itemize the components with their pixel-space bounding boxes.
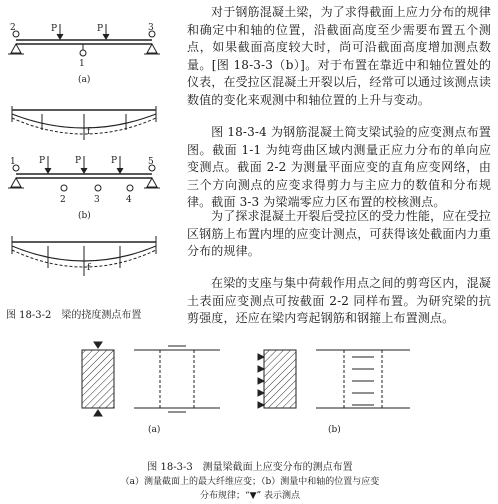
svg-text:P: P bbox=[75, 156, 82, 166]
svg-text:(a): (a) bbox=[78, 75, 91, 85]
svg-text:P: P bbox=[39, 156, 46, 166]
svg-text:4: 4 bbox=[126, 195, 132, 205]
svg-text:P: P bbox=[51, 24, 58, 34]
paragraph-strain-points: 对于钢筋混凝土梁，为了求得截面上应力分布的规律和确定中和轴的位置，沿截面高度至少需要布置五个测点，如果截面高度较大时，尚可沿截面高度增加测点数量。[图 18-3-3（b）]。对于布置在靠近中和轴位置处的仪表，在受拉区混凝土开裂以后，经常可以通过该测点读数值的变化来观测中和轴位置的上升与变动。 bbox=[187, 5, 491, 107]
svg-text:(a): (a) bbox=[148, 425, 161, 435]
svg-text:(b): (b) bbox=[328, 425, 341, 435]
svg-text:1: 1 bbox=[10, 157, 16, 167]
figure-18-3-3-note-1: （a）测量截面上的最大纤维应变；（b）测量中和轴的位置与应变 bbox=[120, 477, 380, 487]
svg-text:5: 5 bbox=[148, 157, 154, 167]
svg-text:(b): (b) bbox=[78, 211, 91, 221]
svg-text:P: P bbox=[97, 24, 104, 34]
paragraph-cracked-concrete: 为了探求混凝土开裂后受拉区的受力性能，应在受拉区钢筋上布置内埋的应变计测点，可获得该处截面内力重分布的规律。 bbox=[187, 209, 491, 259]
paragraph-shear-zone: 在梁的支座与集中荷载作用点之间的剪弯区内，混凝土表面应变测点可按截面 2-2 同样布置。为研究梁的抗剪强度，还应在梁内弯起钢筋和钢箍上布置测点。 bbox=[187, 276, 491, 326]
svg-text:P: P bbox=[111, 156, 118, 166]
figure-strain-distribution bbox=[60, 340, 460, 440]
svg-text:f: f bbox=[87, 263, 91, 273]
figure-beam-deflection bbox=[2, 22, 182, 292]
figure-18-3-2-caption: 图 18-3-2 梁的挠度测点布置 bbox=[6, 310, 142, 321]
svg-text:f: f bbox=[87, 127, 91, 137]
svg-text:2: 2 bbox=[60, 195, 66, 205]
svg-text:3: 3 bbox=[148, 23, 154, 33]
svg-text:2: 2 bbox=[10, 23, 16, 33]
svg-text:1: 1 bbox=[79, 59, 85, 69]
paragraph-figure-18-3-4: 图 18-3-4 为钢筋混凝土简支梁试验的应变测点布置图。截面 1-1 为纯弯曲区域内测量正应力分布的单向应变测点。截面 2-2 为测量平面应变的直角应变网络，由三个方向测点的应变求得剪力与主应力的数值和分布规律。截面 3-3 为梁端零应力区布置的校核测点。 bbox=[187, 125, 491, 210]
figure-18-3-3-caption: 图 18-3-3 测量梁截面上应变分布的测点布置 bbox=[147, 462, 353, 473]
figure-18-3-3-note-2: 分布规律；“▼” 表示测点 bbox=[200, 491, 300, 501]
svg-text:3: 3 bbox=[94, 195, 100, 205]
